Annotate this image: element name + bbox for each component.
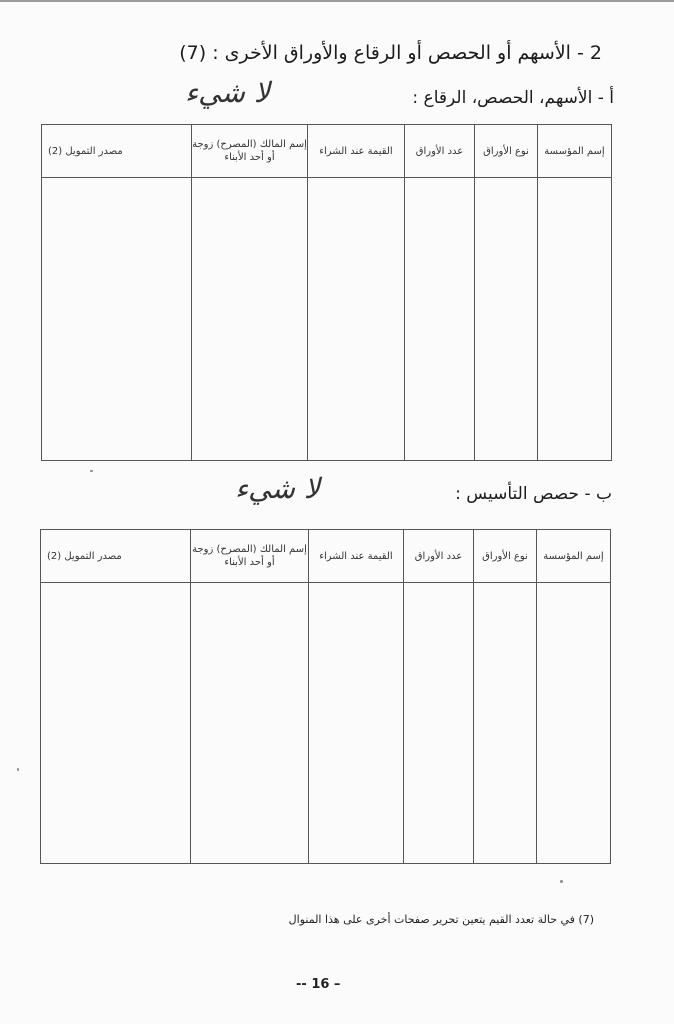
- cell-funding-source[interactable]: [41, 583, 191, 864]
- col-header-funding-source: مصدر التمويل (2): [42, 125, 192, 178]
- table-shares-stakes-bonds: [41, 124, 612, 461]
- table-row: [42, 178, 612, 461]
- scan-speck: [17, 768, 19, 771]
- col-header-purchase-value: القيمة عند الشراء: [308, 125, 405, 178]
- table-founders-shares: [40, 529, 611, 864]
- col-header-securities-type: نوع الأوراق: [474, 530, 537, 583]
- top-rule: [0, 0, 674, 2]
- table-header-row: [42, 125, 612, 178]
- col-header-purchase-value: القيمة عند الشراء: [309, 530, 404, 583]
- col-header-institution-name: إسم المؤسسة: [537, 530, 611, 583]
- cell-securities-type[interactable]: [474, 583, 537, 864]
- col-header-securities-type: نوع الأوراق: [475, 125, 538, 178]
- cell-owner-name[interactable]: [192, 178, 308, 461]
- scan-speck: [90, 470, 93, 472]
- cell-securities-type[interactable]: [475, 178, 538, 461]
- section-b-title: ب - حصص التأسيس :: [455, 484, 612, 504]
- table-header-row: [41, 530, 611, 583]
- footnote: (7) في حالة تعدد القيم يتعين تحرير صفحات أخرى على هذا المنوال: [288, 913, 594, 926]
- cell-securities-count[interactable]: [404, 583, 474, 864]
- cell-securities-count[interactable]: [405, 178, 475, 461]
- table-row: [41, 583, 611, 864]
- cell-institution-name[interactable]: [538, 178, 612, 461]
- cell-owner-name[interactable]: [191, 583, 309, 864]
- section-a-title: أ - الأسهم، الحصص، الرقاع :: [412, 88, 614, 108]
- col-header-funding-source: مصدر التمويل (2): [41, 530, 191, 583]
- cell-purchase-value[interactable]: [308, 178, 405, 461]
- cell-purchase-value[interactable]: [309, 583, 404, 864]
- cell-institution-name[interactable]: [537, 583, 611, 864]
- col-header-owner-name: إسم المالك (المصرح) زوجة أو أحد الأبناء: [192, 125, 308, 178]
- cell-funding-source[interactable]: [42, 178, 192, 461]
- col-header-securities-count: عدد الأوراق: [404, 530, 474, 583]
- page-number: -- 16 –: [296, 977, 341, 992]
- scan-speck: [560, 880, 563, 883]
- section-heading: 2 - الأسهم أو الحصص أو الرقاع والأوراق الأخرى : (7): [179, 42, 602, 64]
- col-header-institution-name: إسم المؤسسة: [538, 125, 612, 178]
- col-header-securities-count: عدد الأوراق: [405, 125, 475, 178]
- section-b-handwritten-note: لا شيء: [235, 472, 320, 505]
- section-a-handwritten-note: لا شيء: [185, 76, 270, 109]
- col-header-owner-name: إسم المالك (المصرح) زوجة أو أحد الأبناء: [191, 530, 309, 583]
